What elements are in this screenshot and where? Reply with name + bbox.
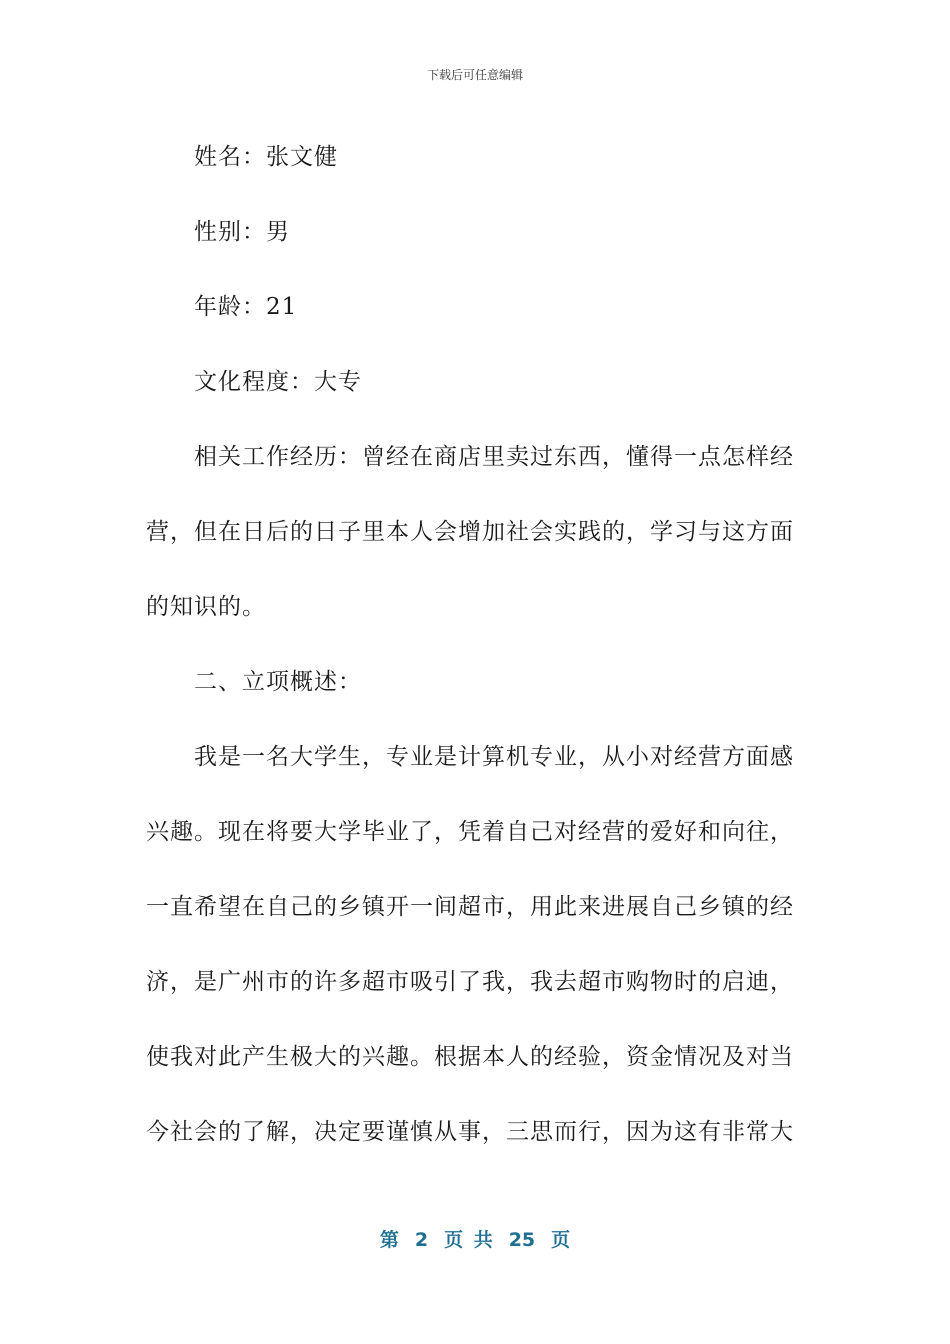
field-age: 年龄：21 <box>194 294 298 320</box>
paragraph-experience-line-1: 相关工作经历：曾经在商店里卖过东西，懂得一点怎样经 <box>194 444 794 470</box>
page-footer <box>0 1225 950 1252</box>
field-education: 文化程度：大专 <box>194 369 362 395</box>
footer-ye: 页 <box>551 1229 571 1251</box>
paragraph-overview-line-6: 今社会的了解，决定要谨慎从事，三思而行，因为这有非常大 <box>146 1119 794 1145</box>
paragraph-experience-line-3: 的知识的。 <box>146 594 266 620</box>
footer-di: 第 <box>379 1229 399 1251</box>
footer-current-page: 2 <box>414 1229 429 1251</box>
footer-ye-gong: 页 共 <box>444 1229 493 1251</box>
paragraph-overview-line-3: 一直希望在自己的乡镇开一间超市，用此来进展自己乡镇的经 <box>146 894 794 920</box>
field-gender: 性别：男 <box>194 219 290 245</box>
document-body <box>146 120 796 1170</box>
header-note: 下载后可任意编辑 <box>426 68 523 82</box>
paragraph-overview-line-2: 兴趣。现在将要大学毕业了，凭着自己对经营的爱好和向往， <box>146 819 794 845</box>
section-heading: 二、立项概述： <box>194 669 362 695</box>
paragraph-overview-line-4: 济，是广州市的许多超市吸引了我，我去超市购物时的启迪， <box>146 969 794 995</box>
footer-total-pages: 25 <box>508 1229 536 1251</box>
field-name: 姓名：张文健 <box>194 144 338 170</box>
paragraph-experience-line-2: 营，但在日后的日子里本人会增加社会实践的，学习与这方面 <box>146 519 794 545</box>
paragraph-overview-line-5: 使我对此产生极大的兴趣。根据本人的经验，资金情况及对当 <box>146 1044 794 1070</box>
paragraph-overview-line-1: 我是一名大学生，专业是计算机专业，从小对经营方面感 <box>194 744 794 770</box>
